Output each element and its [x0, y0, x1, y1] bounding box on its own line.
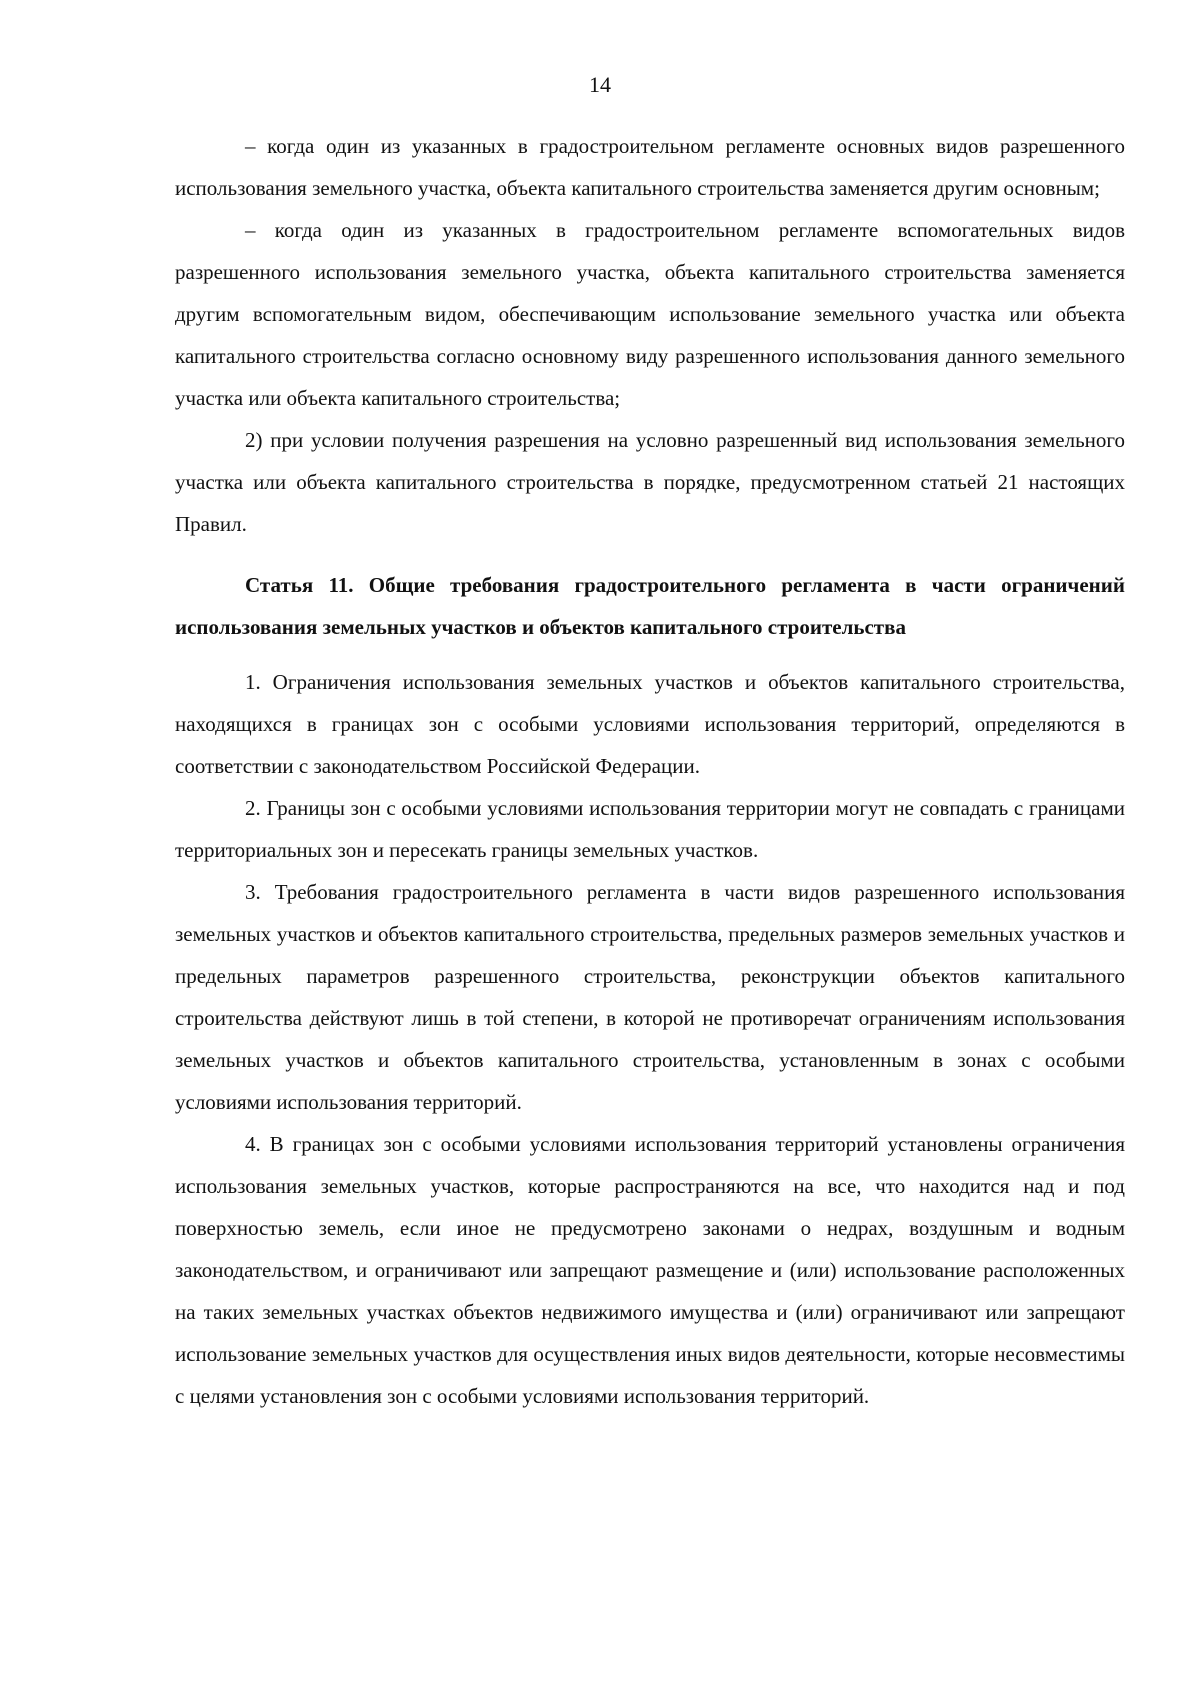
article-paragraph-3: 3. Требования градостроительного регламента в части видов разрешенного использования земельных участков и объектов капитального строительства, предельных размеров земельных участков и предельных параметров разрешенного строительства, реконструкции объектов капитального строительства действуют лишь в той степени, в которой не противоречат ограничениям использования земельных участков и объектов капитального строительства, установленным в зонах с особыми условиями использования территорий. [175, 880, 1125, 1114]
spacer [175, 545, 1125, 564]
article-11-heading: Статья 11. Общие требования градостроительного регламента в части ограничений использования земельных участков и объектов капитального строительства [175, 573, 1125, 639]
paragraph-item-2-conditional-use: 2) при условии получения разрешения на условно разрешенный вид использования земельного участка или объекта капитального строительства в порядке, предусмотренном статьей 21 настоящих Правил. [175, 428, 1125, 536]
page-number: 14 [589, 72, 611, 97]
article-paragraph-2: 2. Границы зон с особыми условиями использования территории могут не совпадать с границами территориальных зон и пересекать границы земельных участков. [175, 796, 1125, 862]
paragraph-bullet-main-uses: – когда один из указанных в градостроительном регламенте основных видов разрешенного использования земельного участка, объекта капитального строительства заменяется другим основным; [175, 134, 1125, 200]
article-paragraph-1: 1. Ограничения использования земельных участков и объектов капитального строительства, находящихся в границах зон с особыми условиями использования территорий, определяются в соответствии с законодательством Российской Федерации. [175, 670, 1125, 778]
spacer [175, 648, 1125, 661]
paragraph-bullet-auxiliary-uses: – когда один из указанных в градостроительном регламенте вспомогательных видов разрешенного использования земельного участка, объекта капитального строительства заменяется другим вспомогательным видом, обеспечивающим использование земельного участка или объекта капитального строительства согласно основному виду разрешенного использования данного земельного участка или объекта капитального строительства; [175, 218, 1125, 410]
document-body [175, 125, 1125, 1417]
article-paragraph-4: 4. В границах зон с особыми условиями использования территорий установлены ограничения использования земельных участков, которые распространяются на все, что находится над и под поверхностью земель, если иное не предусмотрено законами о недрах, воздушным и водным законодательством, и ограничивают или запрещают размещение и (или) использование расположенных на таких земельных участках объектов недвижимого имущества и (или) ограничивают или запрещают использование земельных участков для осуществления иных видов деятельности, которые несовместимы с целями установления зон с особыми условиями использования территорий. [175, 1132, 1125, 1408]
